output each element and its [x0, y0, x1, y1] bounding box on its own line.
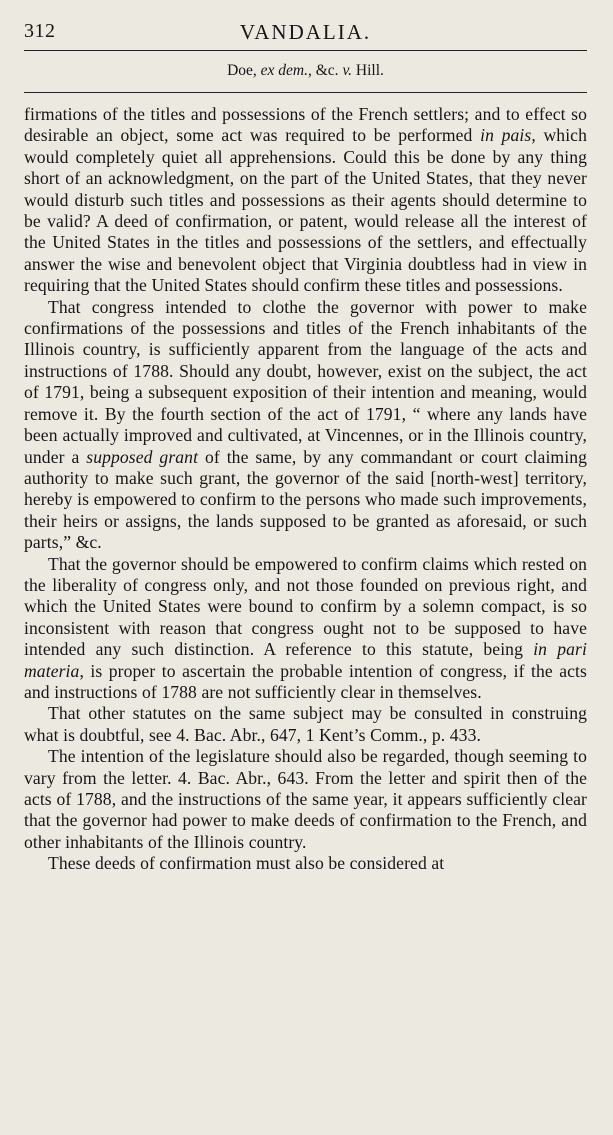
- bottom-rule: [24, 92, 587, 93]
- running-title: VANDALIA.: [239, 20, 372, 44]
- paragraph-3: [24, 554, 587, 704]
- paragraph-4: That other statutes on the same subject may be consulted in construing what is doubtful, see 4. Bac. Abr., 647, 1 Kent’s Comm., p. 433.: [24, 703, 587, 745]
- paragraph-1-italic: in pais: [480, 125, 532, 146]
- case-etc: , &c.: [308, 62, 339, 79]
- case-caption: [24, 51, 587, 92]
- paragraph-3-text-b: , is proper to ascertain the probable intention of congress, if the acts and instructions of 1788 are not sufficiently clear in themselves.: [24, 660, 587, 702]
- case-defendant: Hill.: [355, 62, 384, 79]
- paragraph-2-text-b: of the same, by any commandant or court claiming authority to make such grant, the governor of the said [north-west] territory, hereby is empowered to confirm to the persons who made such improvements, their heirs or assigns, the lands supposed to be granted as aforesaid, or such parts,” &c.: [24, 446, 587, 553]
- case-versus: v.: [342, 62, 353, 79]
- case-latin: ex dem.: [260, 62, 308, 79]
- running-head: [24, 0, 587, 50]
- paragraph-2-text-a: That congress intended to clothe the governor with power to make confirmations of the possessions and titles of the French inhabitants of the Illinois country, is sufficiently apparent from the language of the acts and instructions of 1788. Should any doubt, however, exist on the subject, the act of 1791, being a subsequent exposition of their intention and meaning, would remove it. By the fourth section of the act of 1791, “ where any lands have been actually improved and cultivated, at Vincennes, or in the Illinois country, under a: [24, 296, 587, 467]
- paragraph-2: [24, 297, 587, 554]
- paragraph-3-italic: in pari materia: [24, 639, 587, 681]
- case-party: Doe,: [227, 62, 257, 79]
- page-number: 312: [24, 20, 56, 42]
- paragraph-5: The intention of the legislature should also be regarded, though seeming to vary from the letter. 4. Bac. Abr., 643. From the letter and spirit then of the acts of 1788, and the instructions of the same year, it appears sufficiently clear that the governor had power to make deeds of confirmation to the French, and other inhabitants of the Illinois country.: [24, 746, 587, 852]
- paragraph-3-text-a: That the governor should be empowered to confirm claims which rested on the liberality of congress only, and not those founded on previous right, and which the United States were bound to confirm by a solemn compact, is so inconsistent with reason that congress ought not to be supposed to have intended any such distinction. A reference to this statute, being: [24, 553, 587, 660]
- paragraph-1-text-b: , which would completely quiet all apprehensions. Could this be done by any thing short of an acknowledgment, on the part of the United States, that they never would disturb such titles and possessions as their agents should determine to be valid? A deed of confirmation, or patent, would release all the interest of the United States in the titles and possessions of the settlers, and effectually answer the wise and benevolent object that Virginia doubtless had in view in requiring that the United States should confirm these titles and possessions.: [24, 125, 587, 296]
- paragraph-6: These deeds of confirmation must also be considered at: [48, 853, 445, 874]
- body-text: [24, 104, 587, 875]
- paragraph-1-text-a: firmations of the titles and possessions of the French settlers; and to effect so desirable an object, some act was required to be performed: [24, 104, 587, 146]
- paragraph-2-italic: supposed grant: [86, 446, 199, 467]
- paragraph-1: [24, 104, 587, 297]
